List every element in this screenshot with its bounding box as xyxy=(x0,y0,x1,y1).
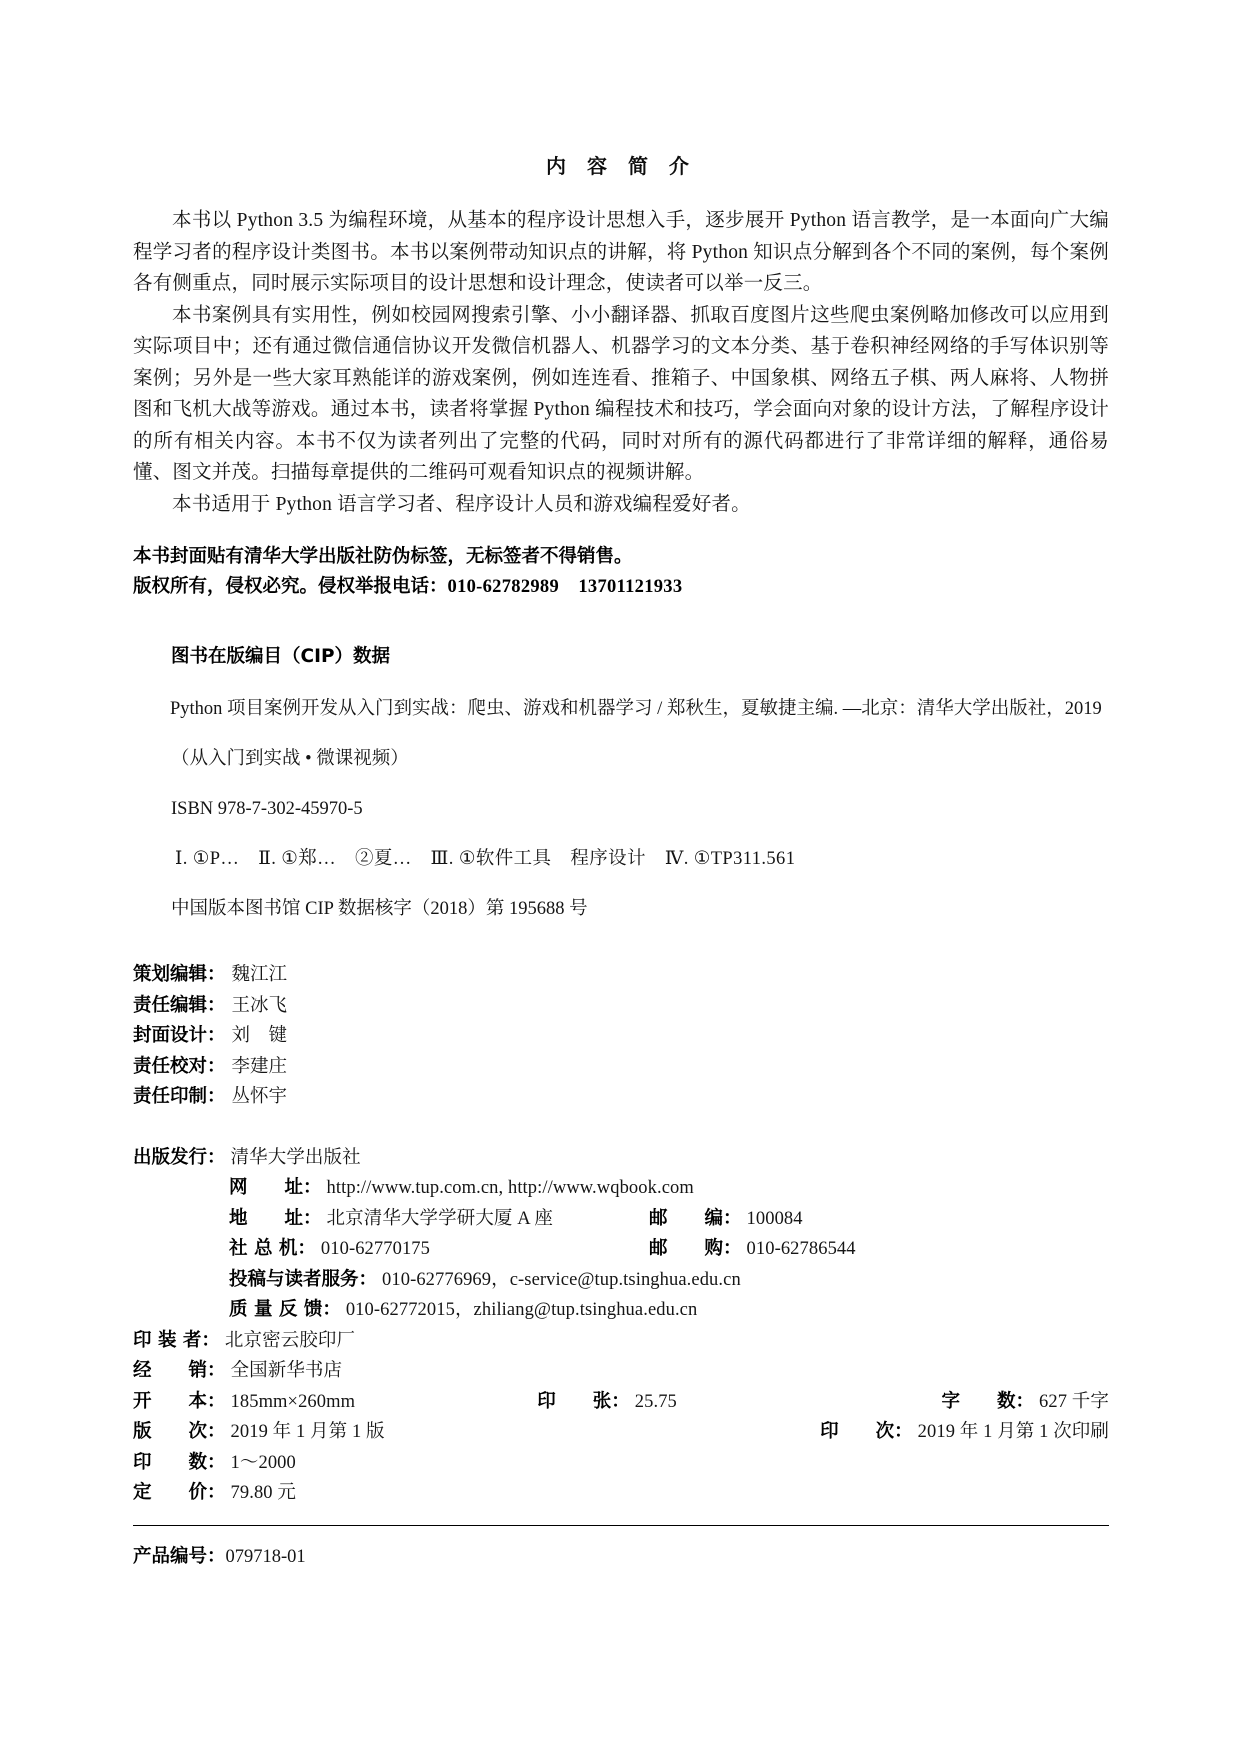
cip-section xyxy=(133,642,1109,926)
cip-classification: Ⅰ. ①P… Ⅱ. ①郑… ②夏… Ⅲ. ①软件工具 程序设计 Ⅳ. ①TP311.561 xyxy=(175,849,796,869)
trim-size-group xyxy=(133,1387,537,1418)
notice-label-line: 本书封面贴有清华大学出版社防伪标签，无标签者不得销售。 xyxy=(133,546,633,567)
word-count-value: 627 千字 xyxy=(1039,1391,1109,1412)
mailorder-group xyxy=(649,1234,856,1265)
printing-details xyxy=(133,1326,1109,1509)
printer-row xyxy=(133,1326,1109,1357)
product-number-label: 产品编号： xyxy=(133,1545,226,1567)
trim-size-label: 开 本： xyxy=(133,1390,226,1412)
website-value[interactable]: http://www.tup.com.cn, http://www.wqbook.com xyxy=(326,1178,694,1198)
publisher-details xyxy=(133,1143,1109,1326)
staff-value: 刘 键 xyxy=(231,1026,288,1046)
print-sheets-label: 印 张： xyxy=(537,1390,630,1412)
printer-label: 印 装 者： xyxy=(133,1329,220,1351)
cip-number: 中国版本图书馆 CIP 数据核字（2018）第 195688 号 xyxy=(171,899,588,919)
staff-credits xyxy=(133,960,1109,1113)
edition-row xyxy=(133,1417,1109,1448)
quality-feedback-label: 质 量 反 馈： xyxy=(229,1299,341,1320)
anti-counterfeit-notice xyxy=(133,542,1109,602)
website-row xyxy=(133,1173,1109,1204)
impression-label: 印 次： xyxy=(820,1421,913,1442)
trim-size-value: 185mm×260mm xyxy=(230,1391,356,1412)
print-sheets-group xyxy=(537,1387,941,1418)
reader-service-label: 投稿与读者服务： xyxy=(229,1268,378,1290)
address-value: 北京清华大学学研大厦 A 座 xyxy=(326,1208,554,1229)
staff-label: 责任校对： xyxy=(133,1055,226,1077)
print-count-row xyxy=(133,1448,1109,1479)
cip-isbn: ISBN 978-7-302-45970-5 xyxy=(171,799,363,819)
intro-paragraph-1: 本书以 Python 3.5 为编程环境，从基本的程序设计思想入手，逐步展开 Python 语言教学，是一本面向广大编程学习者的程序设计类图书。本书以案例带动知识点的讲解，将 Python 知识点分解到各个不同的案例，每个案例各有侧重点，同时展示实际项目的设计思想和设计理念，使读者可以举一反三。 xyxy=(133,210,1109,294)
printer-value: 北京密云胶印厂 xyxy=(224,1330,356,1351)
distributor-row xyxy=(133,1356,1109,1387)
publisher-row xyxy=(133,1143,1109,1174)
quality-feedback-value[interactable]: 010-62772015，zhiliang@tup.tsinghua.edu.cn xyxy=(345,1300,698,1320)
switchboard-value: 010-62770175 xyxy=(320,1239,431,1259)
page-title: 内 容 简 介 xyxy=(546,154,696,178)
intro-paragraph-2: 本书案例具有实用性，例如校园网搜索引擎、小小翻译器、抓取百度图片这些爬虫案例略加修改可以应用到实际项目中；还有通过微信通信协议开发微信机器人、机器学习的文本分类、基于卷积神经网络的手写体识别等案例；另外是一些大家耳熟能详的游戏案例，例如连连看、推箱子、中国象棋、网络五子棋、两人麻将、人物拼图和飞机大战等游戏。通过本书，读者将掌握 Python 编程技术和技巧，学会面向对象的设计方法，了解程序设计的所有相关内容。本书不仅为读者列出了完整的代码，同时对所有的源代码都进行了非常详细的解释，通俗易懂、图文并茂。扫描每章提供的二维码可观看知识点的视频讲解。 xyxy=(133,304,1109,483)
zipcode-label: 邮 编： xyxy=(649,1207,742,1229)
edition-value: 2019 年 1 月第 1 版 xyxy=(230,1422,385,1442)
print-count-label: 印 数： xyxy=(133,1451,226,1473)
staff-label: 封面设计： xyxy=(133,1025,226,1046)
reader-service-row xyxy=(133,1265,1109,1296)
edition-group xyxy=(133,1417,477,1448)
staff-row xyxy=(133,1052,1109,1083)
cip-heading: 图书在版编目（CIP）数据 xyxy=(171,646,391,667)
quality-feedback-row xyxy=(133,1295,1109,1326)
website-label: 网 址： xyxy=(229,1177,322,1198)
publisher-value: 清华大学出版社 xyxy=(230,1147,361,1168)
distributor-label: 经 销： xyxy=(133,1360,226,1381)
cip-record: Python 项目案例开发从入门到实战：爬虫、游戏和机器学习 / 郑秋生，夏敏捷主编. —北京：清华大学出版社，2019 xyxy=(170,699,1102,719)
cip-body xyxy=(133,692,1109,926)
product-number-row xyxy=(133,1542,1109,1568)
cip-series: （从入门到实战 • 微课视频） xyxy=(171,749,409,769)
price-value: 79.80 元 xyxy=(230,1483,296,1503)
mailorder-label: 邮 购： xyxy=(649,1238,742,1259)
format-row xyxy=(133,1387,1109,1418)
switchboard-row xyxy=(133,1234,1109,1265)
staff-label: 责任编辑： xyxy=(133,994,226,1016)
staff-value: 丛怀宇 xyxy=(231,1087,288,1107)
impression-value: 2019 年 1 月第 1 次印刷 xyxy=(917,1422,1109,1442)
intro-section xyxy=(133,205,1109,520)
report-phone-2: 13701121933 xyxy=(578,577,683,597)
copyright-report-prefix: 版权所有，侵权必究。侵权举报电话： xyxy=(133,576,448,597)
product-number-value: 079718-01 xyxy=(225,1546,306,1567)
distributor-value: 全国新华书店 xyxy=(230,1361,343,1381)
word-count-group xyxy=(942,1387,1110,1418)
impression-group xyxy=(820,1417,1109,1448)
address-row xyxy=(133,1204,1109,1235)
address-label: 地 址： xyxy=(229,1207,322,1229)
copyright-report-line xyxy=(133,572,1109,602)
report-phone-1: 010-62782989 xyxy=(447,577,560,597)
mailorder-value: 010-62786544 xyxy=(746,1239,856,1259)
staff-value: 魏江江 xyxy=(231,965,288,985)
print-sheets-value: 25.75 xyxy=(634,1391,677,1412)
zipcode-group xyxy=(649,1204,803,1235)
reader-service-value[interactable]: 010-62776969，c-service@tup.tsinghua.edu.cn xyxy=(382,1269,741,1290)
switchboard-group xyxy=(229,1234,649,1265)
staff-row xyxy=(133,1021,1109,1052)
price-label: 定 价： xyxy=(133,1482,226,1503)
price-row xyxy=(133,1478,1109,1509)
zipcode-value: 100084 xyxy=(746,1208,803,1229)
address-group xyxy=(229,1204,649,1235)
word-count-label: 字 数： xyxy=(941,1390,1035,1412)
page-content xyxy=(133,150,1109,1568)
publisher-label: 出版发行： xyxy=(133,1146,226,1168)
print-count-value: 1～2000 xyxy=(230,1452,296,1473)
staff-row xyxy=(133,960,1109,991)
staff-label: 策划编辑： xyxy=(133,964,226,985)
switchboard-label: 社 总 机： xyxy=(229,1238,316,1259)
staff-value: 王冰飞 xyxy=(231,995,288,1016)
staff-row xyxy=(133,991,1109,1022)
edition-label: 版 次： xyxy=(133,1421,226,1442)
staff-row xyxy=(133,1082,1109,1113)
footer-divider xyxy=(133,1525,1109,1526)
staff-label: 责任印制： xyxy=(133,1086,226,1107)
intro-paragraph-3: 本书适用于 Python 语言学习者、程序设计人员和游戏编程爱好者。 xyxy=(172,493,751,515)
staff-value: 李建庄 xyxy=(231,1056,288,1077)
